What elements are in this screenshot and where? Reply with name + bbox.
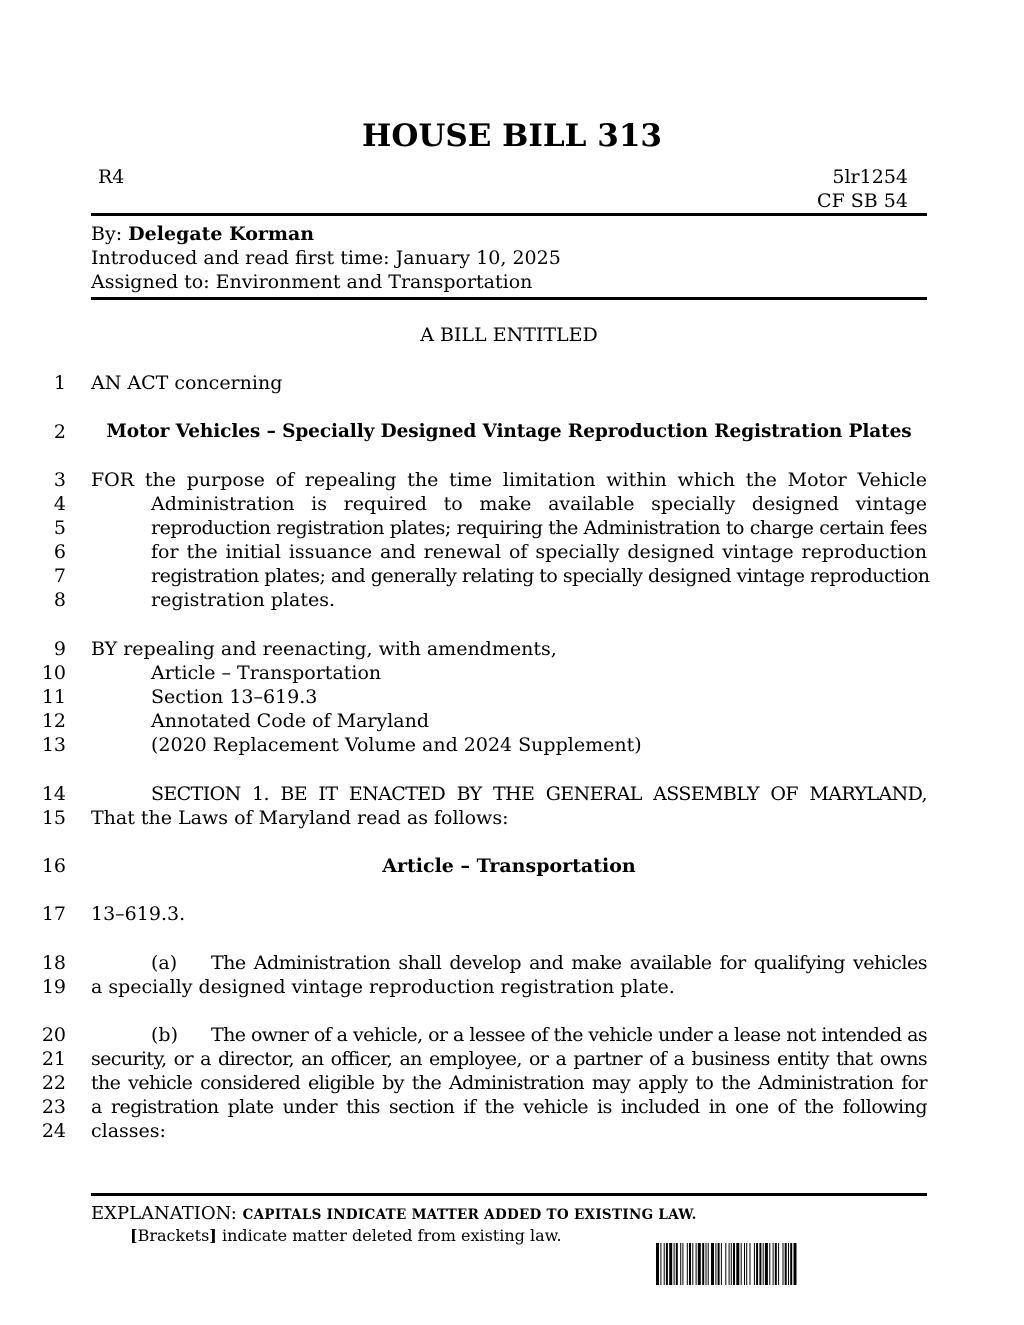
barcode-bar: [698, 1243, 701, 1285]
explanation-label: EXPLANATION:: [91, 1203, 237, 1224]
line-number: 14: [41, 783, 66, 805]
barcode-bar: [660, 1243, 661, 1285]
line-number: 3: [53, 469, 66, 491]
section-number: 13–619.3.: [91, 903, 186, 925]
barcode-bar: [754, 1243, 755, 1285]
barcode-bar: [741, 1243, 742, 1285]
purpose-line: Administration is required to make available specially designed vintage: [151, 493, 927, 515]
header-rule: [91, 213, 927, 216]
barcode-bar: [664, 1243, 665, 1285]
bill-short-title: Motor Vehicles – Specially Designed Vintage Reproduction Registration Plates: [106, 421, 912, 442]
footer-rule: [91, 1193, 927, 1196]
article-heading: Article – Transportation: [382, 855, 636, 877]
by-repealing-line: BY repealing and reenacting, with amendments,: [91, 638, 557, 660]
explanation-capitals: CAPITALS INDICATE MATTER ADDED TO EXISTING LAW.: [242, 1207, 697, 1223]
line-number: 20: [41, 1024, 66, 1046]
line-number: 2: [53, 421, 66, 443]
line-number: 8: [53, 589, 66, 611]
amended-section: Section 13–619.3: [151, 686, 318, 708]
amended-volume: (2020 Replacement Volume and 2024 Supplement): [151, 734, 642, 756]
line-number: 12: [41, 710, 66, 732]
enacting-clause: SECTION 1. BE IT ENACTED BY THE GENERAL ASSEMBLY OF MARYLAND,: [151, 783, 927, 805]
sponsor-label: By:: [91, 223, 123, 245]
sponsor-line: [91, 222, 314, 246]
barcode-bar: [666, 1243, 668, 1285]
subsection-marker-a: (a): [151, 952, 178, 974]
line-number: 18: [41, 952, 66, 974]
enacting-clause-cont: That the Laws of Maryland read as follows:: [91, 807, 509, 829]
barcode-bar: [729, 1243, 730, 1285]
barcode-bar: [680, 1243, 681, 1285]
barcode-bar: [763, 1243, 764, 1285]
explanation-line: [91, 1203, 697, 1226]
barcode-bar: [773, 1243, 774, 1285]
barcode-bar: [656, 1243, 659, 1285]
subsection-a-text-cont: a specially designed vintage reproduction registration plate.: [91, 976, 675, 998]
barcode-bar: [744, 1243, 745, 1285]
act-concerning: AN ACT concerning: [91, 372, 283, 394]
bill-title: HOUSE BILL 313: [362, 118, 662, 154]
line-number: 10: [41, 662, 66, 684]
line-number: 23: [41, 1096, 66, 1118]
line-number: 13: [41, 734, 66, 756]
subsection-b-text-cont: security, or a director, an officer, an employee, or a partner of a business entity that owns: [91, 1048, 927, 1070]
barcode-bar: [696, 1243, 697, 1285]
amended-article: Article – Transportation: [151, 662, 382, 684]
subsection-a-text: The Administration shall develop and make available for qualifying vehicles: [211, 952, 927, 974]
line-number: 24: [41, 1120, 66, 1142]
line-number: 7: [53, 565, 66, 587]
sponsor-rule: [91, 297, 927, 300]
subsection-marker-b: (b): [151, 1024, 178, 1046]
barcode: [656, 1243, 906, 1285]
barcode-bar: [785, 1243, 787, 1285]
bill-entitled-heading: A BILL ENTITLED: [420, 324, 598, 346]
line-number: 1: [53, 372, 66, 394]
brackets-line: [Brackets] indicate matter deleted from existing law.: [130, 1226, 562, 1245]
subsection-b-text: The owner of a vehicle, or a lessee of the vehicle under a lease not intended as: [211, 1024, 927, 1046]
barcode-bar: [692, 1243, 693, 1285]
barcode-bar: [702, 1243, 704, 1285]
purpose-line: FOR the purpose of repealing the time limitation within which the Motor Vehicle: [91, 469, 927, 491]
barcode-bar: [759, 1243, 761, 1285]
barcode-bar: [669, 1243, 672, 1285]
purpose-line: for the initial issuance and renewal of specially designed vintage reproduction: [151, 541, 927, 563]
barcode-bar: [765, 1243, 768, 1285]
barcode-bar: [718, 1243, 720, 1285]
barcode-bar: [769, 1243, 770, 1285]
bill-file-number: 5lr1254: [832, 166, 908, 188]
barcode-bar: [689, 1243, 691, 1285]
subsection-b-text-cont: a registration plate under this section if the vehicle is included in one of the following: [91, 1096, 927, 1118]
line-number: 19: [41, 976, 66, 998]
purpose-line: registration plates; and generally relating to specially designed vintage reproduction: [151, 565, 930, 587]
introduced-line: Introduced and read first time: January 10, 2025: [91, 247, 561, 269]
line-number: 22: [41, 1072, 66, 1094]
barcode-bar: [775, 1243, 777, 1285]
line-number: 15: [41, 807, 66, 829]
barcode-bar: [790, 1243, 792, 1285]
subsection-b-text-cont: classes:: [91, 1120, 166, 1142]
barcode-bar: [783, 1243, 784, 1285]
subject-code: R4: [98, 166, 125, 188]
line-number: 4: [53, 493, 66, 515]
barcode-bar: [687, 1243, 688, 1285]
barcode-bar: [715, 1243, 716, 1285]
line-number: 16: [41, 855, 66, 877]
barcode-bar: [676, 1243, 678, 1285]
barcode-bar: [736, 1243, 739, 1285]
barcode-bar: [725, 1243, 726, 1285]
barcode-bar: [788, 1243, 789, 1285]
subsection-b-text-cont: the vehicle considered eligible by the Administration may apply to the Administration for: [91, 1072, 927, 1094]
line-number: 6: [53, 541, 66, 563]
assigned-line: Assigned to: Environment and Transportation: [91, 271, 533, 293]
line-number: 9: [53, 638, 66, 660]
purpose-line: reproduction registration plates; requiring the Administration to charge certain fees: [151, 517, 927, 539]
crossfile-number: CF SB 54: [817, 190, 908, 212]
purpose-line: registration plates.: [151, 589, 336, 611]
barcode-bar: [711, 1243, 714, 1285]
sponsor-name: Delegate Korman: [128, 223, 315, 245]
barcode-bar: [708, 1243, 709, 1285]
barcode-bar: [674, 1243, 675, 1285]
barcode-bar: [746, 1243, 747, 1285]
line-number: 11: [41, 686, 66, 708]
barcode-bar: [731, 1243, 732, 1285]
line-number: 21: [41, 1048, 66, 1070]
line-number: 5: [53, 517, 66, 539]
amended-code: Annotated Code of Maryland: [151, 710, 430, 732]
barcode-bar: [706, 1243, 707, 1285]
line-number: 17: [41, 903, 66, 925]
barcode-bar: [756, 1243, 758, 1285]
barcode-bar: [721, 1243, 722, 1285]
barcode-bar: [778, 1243, 779, 1285]
barcode-bar: [682, 1243, 683, 1285]
barcode-bar: [733, 1243, 735, 1285]
barcode-bar: [794, 1243, 797, 1285]
barcode-bar: [750, 1243, 751, 1285]
